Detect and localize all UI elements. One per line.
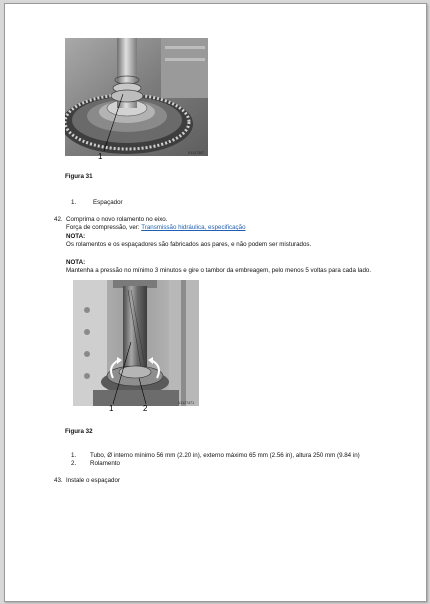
press-tube-illustration [73,280,199,406]
figure-32-legend-text-2: Rolamento [90,460,120,467]
figure-32-callout-2: 2 [143,404,148,413]
step-42-force-line [66,224,246,232]
step-42-force-prefix: Força de compressão, ver: [66,224,142,231]
figure-32-photo [73,280,199,406]
figure-31-legend-num-1: 1. [71,199,77,206]
figure-31-callout-1: 1 [98,152,103,161]
step-43-number: 43. [54,477,63,484]
figure-31-code: V1127307 [188,151,205,155]
figure-32-caption: Figura 32 [65,428,93,435]
step-42-text: Comprima o novo rolamento no eixo. [66,216,168,223]
figure-31-photo [65,38,208,156]
gear-shaft-illustration [65,38,208,156]
spec-link[interactable]: Transmissão hidráulica, especificação [141,224,246,231]
step-43-text: Instale o espaçador [66,477,121,484]
document-page [4,3,427,602]
figure-32-legend-text-1: Tubo, Ø interno mínimo 56 mm (2.20 in), externo máximo 65 mm (2.56 in), altura 250 mm (9.84 in) [90,452,360,459]
note-2-text: Mantenha a pressão no mínimo 3 minutos e gire o tambor da embreagem, pelo menos 5 voltas para cada lado. [66,267,372,274]
figure-32-callout-1: 1 [109,404,114,413]
figure-32-legend-num-1: 1. [71,452,77,459]
figure-31-caption: Figura 31 [65,173,93,180]
figure-32-legend-num-2: 2. [71,460,77,467]
figure-31-legend-text-1: Espaçador [93,199,123,206]
note-1-text: Os rolamentos e os espaçadores são fabricados aos pares, e não podem ser misturados. [66,241,312,248]
note-1-label: NOTA: [66,233,86,240]
step-42-number: 42. [54,216,63,223]
note-2-label: NOTA: [66,259,86,266]
figure-32-code: V1127471 [178,401,195,405]
